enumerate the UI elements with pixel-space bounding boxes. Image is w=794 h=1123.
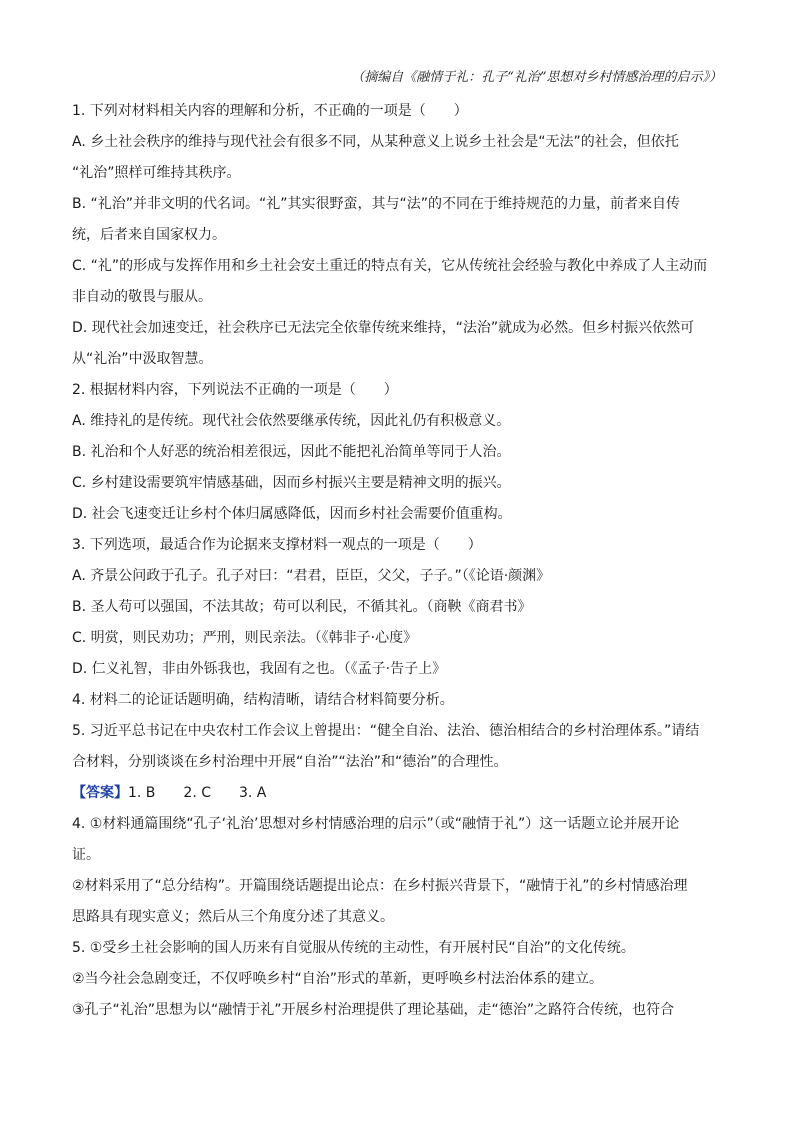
questions-section [72, 96, 727, 778]
explanation-paragraph [72, 933, 727, 964]
explanation-text-line: ③孔子“礼治”思想为以“融情于礼”开展乡村治理提供了理论基础，走“德治”之路符合传统，也符合 [72, 1002, 675, 1018]
answer-label: 【答案】 [72, 785, 128, 801]
question-text-line: B. “礼治”并非文明的代名词。“礼”其实很野蛮，其与“法”的不同在于维持规范的力量，前者来自传 [72, 196, 681, 212]
question-text-line: A. 维持礼的是传统。现代社会依然要继承传统，因此礼仍有积极意义。 [72, 413, 511, 429]
question-paragraph [72, 251, 727, 313]
document-body [72, 96, 727, 1026]
question-text-line: B. 礼治和个人好恶的统治相差很远，因此不能把礼治简单等同于人治。 [72, 444, 511, 460]
question-text-line: A. 齐景公问政于孔子。孔子对曰：“君君，臣臣，父父，子子。”（《论语·颜渊》 [72, 568, 551, 584]
question-paragraph [72, 437, 727, 468]
question-paragraph [72, 716, 727, 778]
source-citation: （摘编自《融情于礼：孔子“礼治”思想对乡村情感治理的启示》） [351, 70, 722, 85]
question-text-line: 3. 下列选项，最适合作为论据来支撑材料一观点的一项是（ ） [72, 537, 482, 553]
question-paragraph [72, 561, 727, 592]
explanation-paragraph [72, 964, 727, 995]
question-text-line: 1. 下列对材料相关内容的理解和分析，不正确的一项是（ ） [72, 103, 468, 119]
answer-list: 1. B 2. C 3. A [128, 785, 267, 801]
question-paragraph [72, 375, 727, 406]
question-text-line: C. “礼”的形成与发挥作用和乡土社会安土重迁的特点有关，它从传统社会经验与教化中养成了人主动而 [72, 258, 708, 274]
question-paragraph [72, 189, 727, 251]
question-text-line: C. 明赏，则民劝功；严刑，则民亲法。（《韩非子·心度》 [72, 630, 418, 646]
question-paragraph [72, 623, 727, 654]
question-text-line: 非自动的敬畏与服从。 [72, 289, 212, 305]
explanation-paragraph [72, 871, 727, 933]
question-paragraph [72, 530, 727, 561]
explanation-paragraph [72, 809, 727, 871]
question-paragraph [72, 127, 727, 189]
question-text-line: 从“礼治”中汲取智慧。 [72, 351, 213, 367]
explanations-section [72, 809, 727, 1026]
explanation-text-line: ②当今社会急剧变迁，不仅呼唤乡村“自治”形式的革新，更呼唤乡村法治体系的建立。 [72, 971, 604, 987]
question-paragraph [72, 654, 727, 685]
question-text-line: D. 仁义礼智，非由外铄我也，我固有之也。（《孟子·告子上》 [72, 661, 447, 677]
question-paragraph [72, 313, 727, 375]
question-text-line: 2. 根据材料内容，下列说法不正确的一项是（ ） [72, 382, 398, 398]
question-text-line: B. 圣人苟可以强国，不法其故；苟可以利民，不循其礼。（商鞅《商君书》 [72, 599, 532, 615]
explanation-text-line: 4. ①材料通篇围绕“孔子‘礼治’思想对乡村情感治理的启示”（或“融情于礼”）这一话题立论并展开论 [72, 816, 680, 832]
question-text-line: 合材料，分别谈谈在乡村治理中开展“自治”“法治”和“德治”的合理性。 [72, 754, 508, 770]
question-text-line: A. 乡土社会秩序的维持与现代社会有很多不同，从某种意义上说乡土社会是“无法”的社会，但依托 [72, 134, 679, 150]
question-text-line: 统，后者来自国家权力。 [72, 227, 226, 243]
explanation-text-line: ②材料采用了“总分结构”。开篇围绕话题提出论点：在乡村振兴背景下，“融情于礼”的乡村情感治理 [72, 878, 688, 894]
question-paragraph [72, 96, 727, 127]
question-text-line: D. 现代社会加速变迁，社会秩序已无法完全依靠传统来维持，“法治”就成为必然。但乡村振兴依然可 [72, 320, 695, 336]
explanation-text-line: 证。 [72, 847, 100, 863]
question-text-line: 5. 习近平总书记在中央农村工作会议上曾提出：“健全自治、法治、德治相结合的乡村治理体系。”请结 [72, 723, 700, 739]
question-paragraph [72, 406, 727, 437]
question-text-line: 4. 材料二的论证话题明确，结构清晰，请结合材料简要分析。 [72, 692, 454, 708]
question-text-line: “礼治”照样可维持其秩序。 [72, 165, 241, 181]
question-paragraph [72, 468, 727, 499]
question-paragraph [72, 592, 727, 623]
question-text-line: D. 社会飞速变迁让乡村个体归属感降低，因而乡村社会需要价值重构。 [72, 506, 512, 522]
explanation-text-line: 思路具有现实意义；然后从三个角度分述了其意义。 [72, 909, 394, 925]
answer-line [72, 778, 727, 809]
question-paragraph [72, 685, 727, 716]
explanation-text-line: 5. ①受乡土社会影响的国人历来有自觉服从传统的主动性，有开展村民“自治”的文化传统。 [72, 940, 635, 956]
question-paragraph [72, 499, 727, 530]
explanation-paragraph [72, 995, 727, 1026]
question-text-line: C. 乡村建设需要筑牢情感基础，因而乡村振兴主要是精神文明的振兴。 [72, 475, 511, 491]
